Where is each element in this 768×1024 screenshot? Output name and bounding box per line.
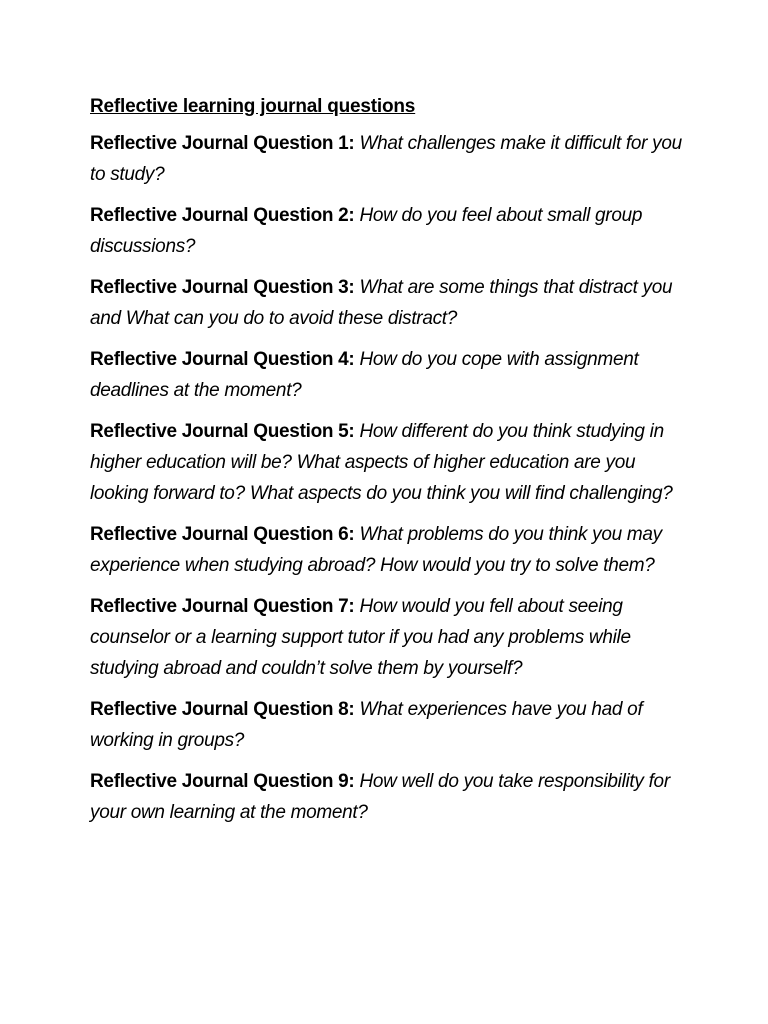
question-text: What are some things that distract you and What can you do to avoid these distract?	[90, 277, 673, 329]
question-2	[90, 200, 690, 262]
question-8	[90, 694, 690, 756]
question-4	[90, 344, 690, 406]
question-label: Reflective Journal Question 5:	[90, 421, 355, 442]
question-9	[90, 766, 690, 828]
question-label: Reflective Journal Question 6:	[90, 524, 355, 545]
question-text: What experiences have you had of working in groups?	[90, 699, 643, 751]
question-label: Reflective Journal Question 3:	[90, 277, 355, 298]
question-5	[90, 416, 690, 509]
question-6	[90, 519, 690, 581]
question-label: Reflective Journal Question 9:	[90, 771, 355, 792]
question-label: Reflective Journal Question 1:	[90, 133, 355, 154]
question-label: Reflective Journal Question 2:	[90, 205, 355, 226]
question-7	[90, 591, 690, 684]
question-text: What problems do you think you may experience when studying abroad? How would you try to solve them?	[90, 524, 662, 576]
question-label: Reflective Journal Question 4:	[90, 349, 355, 370]
question-label: Reflective Journal Question 8:	[90, 699, 355, 720]
question-1	[90, 128, 690, 190]
question-text: How well do you take responsibility for your own learning at the moment?	[90, 771, 670, 823]
question-text: How different do you think studying in higher education will be? What aspects of higher education are you looking forward to? What aspects do you think you will find challenging?	[90, 421, 673, 504]
question-3	[90, 272, 690, 334]
question-label: Reflective Journal Question 7:	[90, 596, 355, 617]
document-page	[90, 93, 690, 838]
question-text: How do you feel about small group discussions?	[90, 205, 643, 257]
document-title: Reflective learning journal questions	[90, 96, 416, 117]
question-text: What challenges make it difficult for you to study?	[90, 133, 682, 185]
question-text: How do you cope with assignment deadlines at the moment?	[90, 349, 639, 401]
question-text: How would you fell about seeing counselor or a learning support tutor if you had any problems while studying abroad and couldn’t solve them by yourself?	[90, 596, 631, 679]
